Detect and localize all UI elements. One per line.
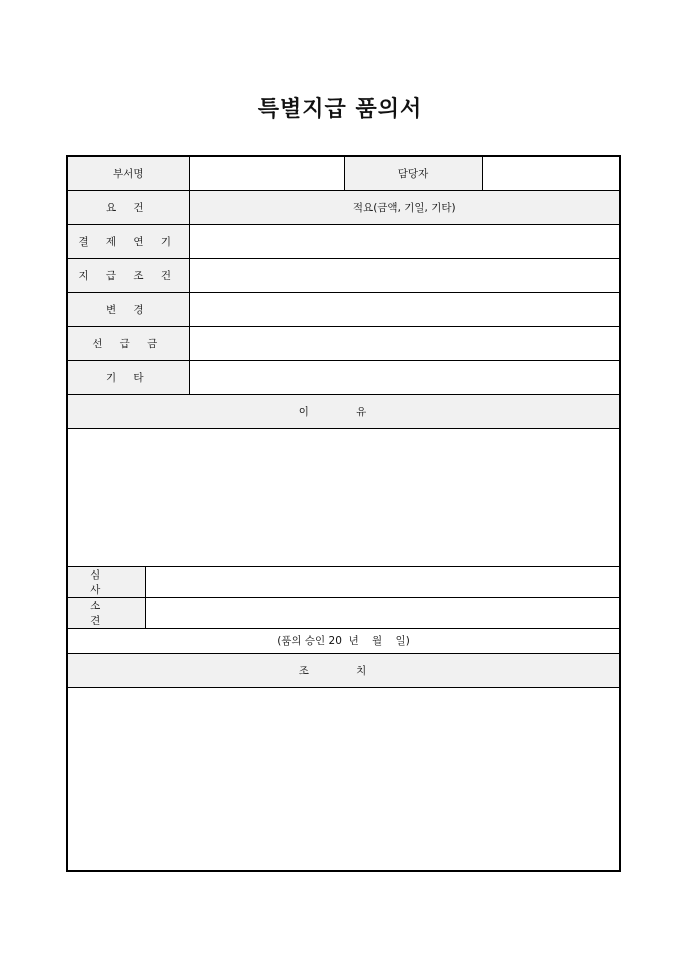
opinion-label: 소 견 [67, 597, 145, 628]
payment-terms-field[interactable] [189, 258, 620, 292]
form-row [67, 360, 620, 394]
form-row [67, 258, 620, 292]
requirement-header-row [67, 190, 620, 224]
form-row [67, 224, 620, 258]
requirement-label: 요 건 [67, 190, 189, 224]
approval-date-line: (품의 승인 20 년 월 일) [67, 628, 620, 653]
dept-label: 부서명 [67, 156, 189, 190]
reason-field[interactable] [67, 428, 620, 566]
reason-body-row [67, 428, 620, 566]
summary-header: 적요(금액, 기일, 기타) [189, 190, 620, 224]
reason-header-row [67, 394, 620, 428]
opinion-row [67, 597, 620, 628]
review-label: 심 사 [67, 566, 145, 597]
change-field[interactable] [189, 292, 620, 326]
action-body-row [67, 687, 620, 871]
dept-field[interactable] [189, 156, 344, 190]
action-header-row [67, 653, 620, 687]
payment-deferral-field[interactable] [189, 224, 620, 258]
manager-label: 담당자 [344, 156, 482, 190]
change-label: 변 경 [67, 292, 189, 326]
advance-payment-field[interactable] [189, 326, 620, 360]
approval-date-row [67, 628, 620, 653]
other-field[interactable] [189, 360, 620, 394]
advance-payment-label: 선 급 금 [67, 326, 189, 360]
action-header: 조 치 [67, 653, 620, 687]
document-title: 특별지급 품의서 [257, 97, 423, 122]
other-label: 기 타 [67, 360, 189, 394]
review-row [67, 566, 620, 597]
review-field[interactable] [145, 566, 620, 597]
approval-form-table [66, 155, 621, 872]
form-row [67, 292, 620, 326]
payment-deferral-label: 결 제 연 기 [67, 224, 189, 258]
payment-terms-label: 지 급 조 건 [67, 258, 189, 292]
form-row [67, 326, 620, 360]
action-field[interactable] [67, 687, 620, 871]
dept-manager-row [67, 156, 620, 190]
reason-header: 이 유 [67, 394, 620, 428]
manager-field[interactable] [482, 156, 620, 190]
opinion-field[interactable] [145, 597, 620, 628]
